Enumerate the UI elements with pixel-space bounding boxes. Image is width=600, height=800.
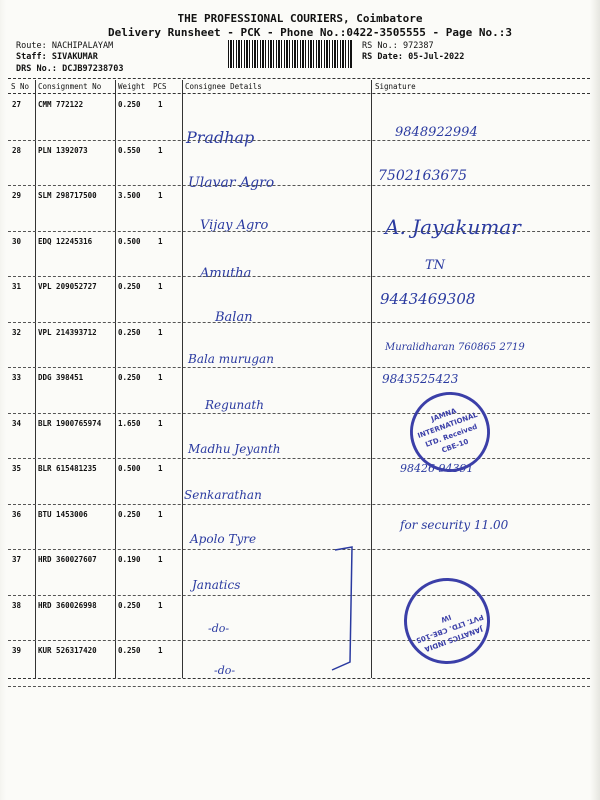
rs-date-value: 05-Jul-2022	[408, 52, 465, 62]
row-sno: 31	[12, 282, 22, 291]
row-pcs: 1	[158, 100, 163, 109]
row-weight: 0.250	[118, 327, 141, 337]
row-sno: 38	[12, 600, 22, 610]
column-divider	[182, 80, 183, 678]
staff-value: SIVAKUMAR	[51, 52, 98, 62]
row-weight: 0.250	[118, 646, 141, 655]
row-consignee-handwritten: Balan	[215, 310, 253, 325]
row-consignment-no: SLM 298717500	[38, 191, 97, 200]
col-header-signature: Signature	[375, 82, 416, 91]
row-sno: 35	[12, 464, 22, 473]
row-weight: 1.650	[118, 418, 141, 428]
barcode-image	[228, 40, 352, 68]
row-sno: 37	[12, 555, 22, 564]
table-end-rule	[8, 678, 590, 679]
row-divider	[8, 413, 590, 414]
col-header-consignee: Consignee Details	[185, 82, 262, 91]
row-divider	[8, 549, 590, 550]
row-sno: 32	[12, 327, 22, 337]
row-divider	[8, 231, 590, 232]
stamp-text: JANATICS INDIA PVT. LTD. CBE-105 IW	[414, 612, 485, 654]
row-weight: 0.190	[118, 555, 141, 564]
row-sno: 29	[12, 191, 22, 200]
column-divider	[371, 80, 372, 678]
col-header-weight: Weight	[118, 82, 146, 91]
col-header-consignment: Consignment No	[38, 82, 102, 91]
row-pcs: 1	[158, 191, 163, 200]
row-consignee-handwritten: Apolo Tyre	[190, 532, 257, 546]
row-pcs: 1	[158, 600, 163, 610]
row-divider	[8, 322, 590, 323]
row-signature-handwritten: 9443469308	[380, 290, 476, 308]
row-consignee-handwritten: Pradhap	[186, 128, 255, 147]
row-divider	[8, 686, 590, 687]
row-signature-handwritten: Muralidharan 760865 2719	[385, 342, 525, 353]
row-consignment-no: PLN 1392073	[38, 145, 88, 155]
column-divider	[115, 80, 116, 678]
company-stamp	[392, 566, 502, 676]
column-divider	[35, 80, 36, 678]
row-signature-handwritten: for security 11.00	[400, 518, 509, 532]
row-consignee-handwritten: Senkarathan	[184, 488, 262, 502]
row-consignment-no: BLR 1900765974	[38, 418, 102, 428]
row-weight: 0.250	[118, 373, 141, 382]
row-weight: 0.250	[118, 100, 141, 109]
row-consignment-no: BLR 615481235	[38, 464, 97, 473]
row-sno: 36	[12, 509, 22, 519]
row-pcs: 1	[158, 418, 163, 428]
row-weight: 3.500	[118, 191, 141, 200]
row-sno: 33	[12, 373, 22, 382]
row-divider	[8, 276, 590, 277]
row-consignment-no: EDQ 12245316	[38, 236, 93, 246]
header-rule-top	[8, 78, 590, 79]
row-consignee-handwritten: Bala murugan	[188, 352, 274, 366]
row-signature-handwritten: 9843525423	[382, 372, 459, 386]
row-consignee-handwritten: Amutha	[200, 266, 252, 281]
row-consignment-no: HRD 360026998	[38, 600, 97, 610]
row-weight: 0.250	[118, 509, 141, 519]
row-consignment-no: BTU 1453006	[38, 509, 88, 519]
row-consignee-handwritten: Madhu Jeyanth	[188, 442, 281, 456]
document-subtitle: Delivery Runsheet - PCK - Phone No.:0422-3505555 - Page No.:3	[108, 26, 512, 39]
drs-value: DCJB97238703	[62, 64, 124, 74]
row-pcs: 1	[158, 282, 163, 291]
row-weight: 0.250	[118, 600, 141, 610]
row-divider	[8, 458, 590, 459]
drs-label: DRS No.:	[16, 64, 57, 74]
row-divider	[8, 504, 590, 505]
row-signature-handwritten: 7502163675	[378, 168, 468, 184]
row-sno: 28	[12, 145, 22, 155]
staff-line	[16, 52, 98, 62]
rs-no-value: 972387	[402, 41, 434, 51]
stamp-text: JAMNA INTERNATIONAL LTD. Received CBE-10	[416, 406, 479, 455]
row-consignment-no: VPL 214393712	[38, 327, 97, 337]
row-weight: 0.250	[118, 282, 141, 291]
row-divider	[8, 640, 590, 641]
row-consignee-handwritten: Vijay Agro	[200, 218, 269, 233]
row-consignment-no: CMM 772122	[38, 100, 84, 109]
row-sno: 39	[12, 646, 22, 655]
bracket-mark	[330, 542, 360, 682]
row-sno: 34	[12, 418, 22, 428]
row-pcs: 1	[158, 327, 163, 337]
row-signature-handwritten: TN	[425, 258, 446, 273]
row-consignee-handwritten: Ulavar Agro	[188, 175, 275, 191]
row-consignee-handwritten: Janatics	[192, 578, 241, 592]
row-pcs: 1	[158, 145, 163, 155]
row-consignee-handwritten: Regunath	[205, 398, 264, 412]
route-label: Route:	[16, 41, 47, 51]
row-signature-handwritten: 9848922994	[395, 125, 478, 140]
row-weight: 0.500	[118, 464, 141, 473]
row-consignment-no: KUR 526317420	[38, 646, 97, 655]
rs-no-label: RS No.:	[362, 41, 398, 51]
row-pcs: 1	[158, 509, 163, 519]
row-signature-handwritten: 98426 94391	[400, 462, 474, 475]
row-pcs: 1	[158, 646, 163, 655]
drs-line	[16, 64, 124, 74]
row-signature-handwritten: A. Jayakumar	[385, 215, 521, 239]
row-consignee-handwritten: -do-	[214, 664, 236, 677]
header-rule-bottom	[8, 93, 590, 94]
row-weight: 0.550	[118, 145, 141, 155]
row-sno: 27	[12, 100, 22, 109]
rs-date-label: RS Date:	[362, 52, 403, 62]
row-consignment-no: DDG 398451	[38, 373, 84, 382]
document-title: THE PROFESSIONAL COURIERS, Coimbatore	[177, 12, 423, 25]
row-pcs: 1	[158, 236, 163, 246]
col-header-pcs: PCS	[153, 82, 167, 91]
route-value: NACHIPALAYAM	[51, 41, 114, 51]
rs-no-line	[362, 41, 434, 51]
rs-date-line	[362, 52, 464, 62]
row-pcs: 1	[158, 464, 163, 473]
row-consignment-no: HRD 360027607	[38, 555, 97, 564]
row-consignment-no: VPL 209052727	[38, 282, 97, 291]
staff-label: Staff:	[16, 52, 47, 62]
row-divider	[8, 595, 590, 596]
row-pcs: 1	[158, 373, 163, 382]
row-divider	[8, 140, 590, 141]
col-header-sno: S No	[11, 82, 30, 91]
row-divider	[8, 185, 590, 186]
row-weight: 0.500	[118, 236, 141, 246]
row-divider	[8, 367, 590, 368]
row-pcs: 1	[158, 555, 163, 564]
row-consignee-handwritten: -do-	[208, 622, 230, 635]
row-sno: 30	[12, 236, 22, 246]
route-line	[16, 41, 113, 51]
